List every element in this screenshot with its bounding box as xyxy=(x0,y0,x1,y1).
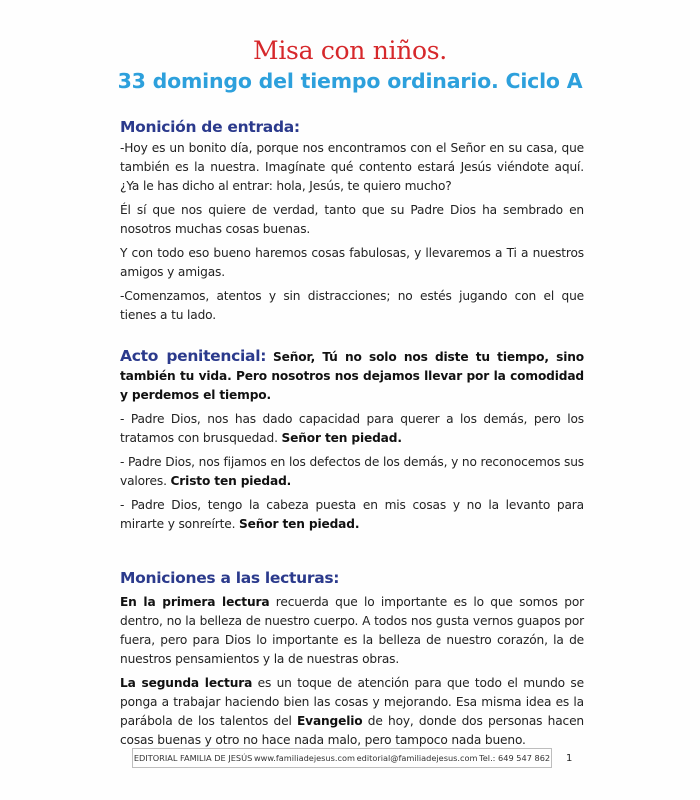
text-primera: recuerda que lo importante es lo que somos por dentro, no la belleza de nuestro cuerpo. A todos nos gusta vernos guapos por fuera, pero para Dios lo importante es la belleza de nuestro corazón, la de nuestros pensamientos y la de nuestras obras. xyxy=(120,595,584,666)
paragraph-segunda-lectura xyxy=(120,674,584,750)
petition-text: - Padre Dios, tengo la cabeza puesta en mis cosas y no la levanto para mirarte y sonreírte. xyxy=(120,498,584,531)
petition-item xyxy=(120,496,584,534)
petition-response: Señor ten piedad. xyxy=(239,517,360,531)
paragraph: Él sí que nos quiere de verdad, tanto que su Padre Dios ha sembrado en nosotros muchas cosas buenas. xyxy=(120,203,584,236)
text-segunda-end: de hoy, donde dos personas hacen cosas buenas y otro no hace nada malo, pero tampoco nada bueno. xyxy=(120,714,584,747)
section-moniciones-lecturas xyxy=(120,593,584,755)
footer-website[interactable]: www.familiadejesus.com xyxy=(253,753,355,763)
page-number: 1 xyxy=(566,753,573,764)
footer-box xyxy=(132,748,552,768)
petition-item xyxy=(120,453,584,491)
lead-primera: En la primera lectura xyxy=(120,595,270,609)
petition-item xyxy=(120,410,584,448)
petition-text: - Padre Dios, nos has dado capacidad para querer a los demás, pero los tratamos con brusquedad. xyxy=(120,412,584,445)
evangelio-word: Evangelio xyxy=(296,714,363,728)
document-subtitle: 33 domingo del tiempo ordinario. Ciclo A xyxy=(117,69,583,93)
paragraph: -Hoy es un bonito día, porque nos encontramos con el Señor en su casa, que también es la nuestra. Imagínate qué contento estará Jesús viéndote aquí. ¿Ya le has dicho al entrar: hola, Jesús, te quiero mucho? xyxy=(120,141,584,193)
paragraph: -Comenzamos, atentos y sin distracciones; no estés jugando con el que tienes a tu lado. xyxy=(120,289,584,322)
heading-acto-penitencial: Acto penitencial: xyxy=(120,347,267,365)
section-acto-penitencial xyxy=(120,347,584,539)
paragraph-intro xyxy=(120,347,584,405)
section-monicion-entrada xyxy=(120,139,584,330)
document-title: Misa con niños. xyxy=(253,36,447,65)
heading-monicion-entrada: Monición de entrada: xyxy=(120,118,300,136)
paragraph: Y con todo eso bueno haremos cosas fabulosas, y llevaremos a Ti a nuestros amigos y amigas. xyxy=(120,246,584,279)
heading-moniciones-lecturas: Moniciones a las lecturas: xyxy=(120,569,340,587)
paragraph-primera-lectura xyxy=(120,593,584,669)
petition-text: - Padre Dios, nos fijamos en los defectos de los demás, y no reconocemos sus valores. xyxy=(120,455,584,488)
lead-segunda: La segunda lectura xyxy=(120,676,253,690)
footer-publisher: EDITORIAL FAMILIA DE JESÚS xyxy=(133,753,253,763)
footer-phone: Tel.: 649 547 862 xyxy=(479,753,551,763)
intro-text: Señor, Tú no solo nos diste tu tiempo, sino también tu vida. Pero nosotros nos dejamos llevar por la comodidad y perdemos el tiempo. xyxy=(120,350,584,402)
petition-response: Cristo ten piedad. xyxy=(170,474,292,488)
footer-email[interactable]: editorial@familiadejesus.com xyxy=(356,753,478,763)
text-segunda: es un toque de atención para que todo el mundo se ponga a trabajar haciendo bien las cosas y mejorando. Esa misma idea es la parábola de los talentos del xyxy=(120,676,584,728)
petition-response: Señor ten piedad. xyxy=(281,431,402,445)
